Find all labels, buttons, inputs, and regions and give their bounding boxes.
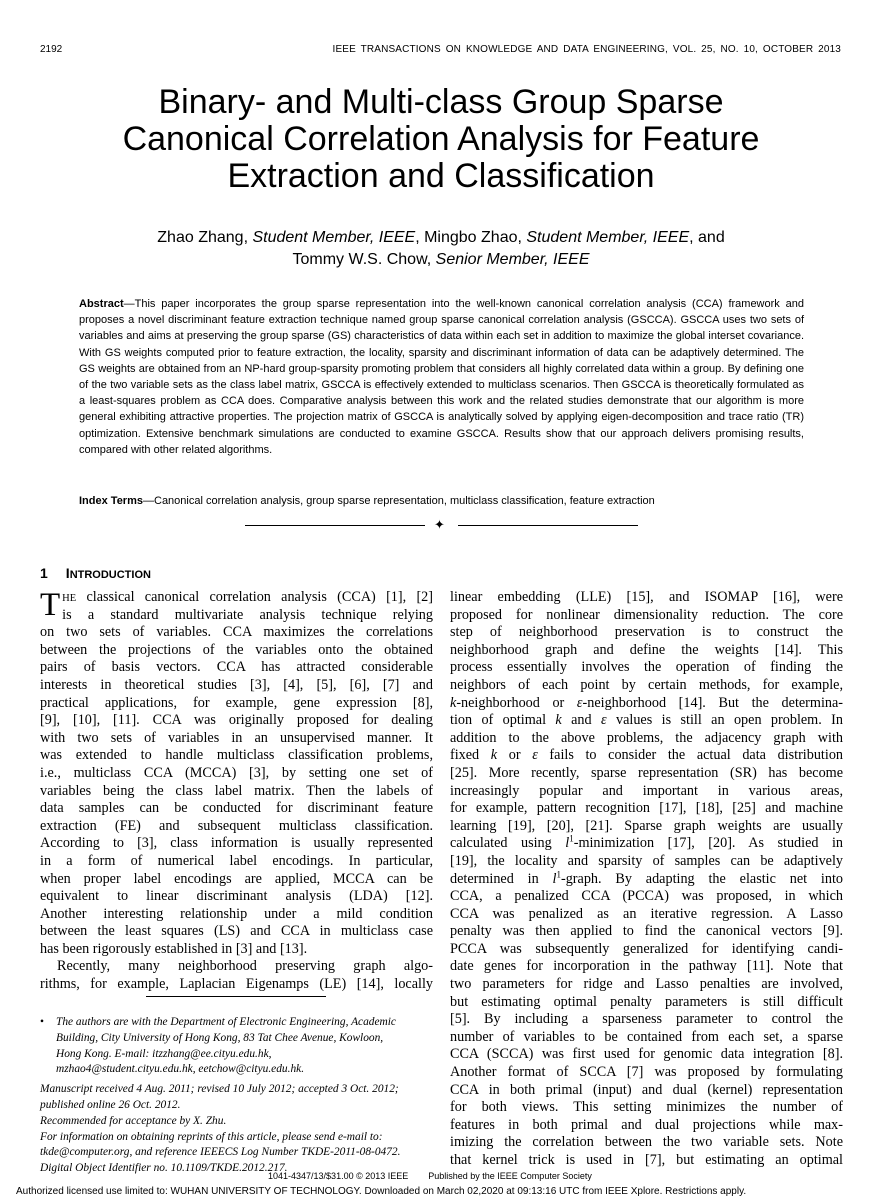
running-head: IEEE TRANSACTIONS ON KNOWLEDGE AND DATA ENGINEERING, VOL. 25, NO. 10, OCTOBER 2013 (332, 44, 841, 55)
math-symbol: k (450, 694, 457, 711)
license-notice: Authorized licensed use limited to: WUHAN UNIVERSITY OF TECHNOLOGY. Downloaded on March 02,2020 at 09:13:16 UTC from IEEE Xplore. Restrictions apply. (16, 1186, 747, 1197)
author-line (60, 249, 822, 271)
text-line: with two sets of variables in an unsupervised manner. It (40, 729, 433, 746)
text-line: [9], [10], [11]. CCA was originally proposed for dealing (40, 712, 433, 729)
text-line: date genes for incorporation in the pathway [11]. Note that (450, 958, 843, 975)
text-line (40, 589, 433, 607)
math-symbol: l (565, 835, 570, 852)
copyright-line (268, 1171, 592, 1181)
separator-diamond-icon: ✦ (434, 517, 445, 532)
text-line: [25]. More recently, sparse representation (SR) has become (450, 764, 843, 781)
text-line (450, 747, 843, 765)
text-line: for both views. This setting minimizes the number of (450, 1099, 843, 1116)
author-role: Student Member, IEEE (526, 229, 690, 246)
footnote-line: The authors are with the Department of Electronic Engineering, Academic (56, 1016, 396, 1028)
text-line (450, 835, 843, 853)
section-heading (40, 565, 151, 581)
text-line: between the least squares (LS) and CCA in multiclass case (40, 923, 433, 940)
separator-rule-left (245, 525, 425, 526)
author-name: Zhao Zhang, (157, 229, 253, 246)
text-line: CCA (SCCA) was first used for genomic data integration [8]. (450, 1046, 843, 1063)
index-terms-label: Index Terms (79, 495, 143, 507)
superscript: 1 (569, 833, 574, 844)
section-number: 1 (40, 565, 48, 581)
text-span: fixed (450, 747, 491, 764)
footnote-line: Hong Kong. E-mail: itzzhang@ee.cityu.edu.hk, (56, 1047, 272, 1060)
publisher-notice: Published by the IEEE Computer Society (428, 1171, 592, 1181)
abstract (79, 296, 804, 458)
text-line: neighbors of each point by certain methods, for example, (450, 676, 843, 693)
bullet-icon: • (40, 1016, 44, 1028)
text-span: or (497, 747, 533, 764)
text-line: proposed for nonlinear dimensionality reduction. The core (450, 606, 843, 623)
footnote-line: published online 26 Oct. 2012. (40, 1098, 181, 1111)
paper-title (60, 84, 822, 195)
text-line: data samples can be conducted for discriminant feature (40, 800, 433, 817)
section-title-rest: NTRODUCTION (69, 569, 151, 581)
text-line: Another interesting relationship under a mild condition (40, 905, 433, 922)
math-symbol: l (552, 870, 557, 887)
text-line (450, 695, 843, 713)
text-line: i.e., multiclass CCA (MCCA) [3], by setting one set of (40, 764, 433, 781)
title-line: Canonical Correlation Analysis for Feature (122, 120, 760, 158)
footnote-line: mzhao4@student.cityu.edu.hk, eetchow@cityu.edu.hk. (56, 1063, 305, 1076)
left-column (40, 589, 433, 994)
text-line: equivalent to linear discriminant analysis (LDA) [12]. (40, 888, 433, 905)
text-span: -neighborhood [14]. But the determina- (582, 694, 843, 711)
title-line: Extraction and Classification (227, 157, 655, 195)
section-title-initial: I (65, 565, 70, 581)
text-line: has been rigorously established in [3] and [13]. (40, 940, 308, 957)
text-line: neighborhood graph and define the weights [14]. This (450, 641, 843, 658)
text-line: step of neighborhood preservation is to construct the (450, 624, 843, 641)
text-line (450, 868, 843, 889)
text-line: rithms, for example, Laplacian Eigenamps (LE) [14], locally (40, 976, 433, 993)
text-line: imizing the correlation between the two variable sets. Note (450, 1134, 843, 1151)
footnote-line: tkde@computer.org, and reference IEEECS Log Number TKDE-2011-08-0472. (40, 1146, 401, 1159)
text-line: variables being the class label matrix. Then the labels of (40, 782, 433, 799)
text-line: increasingly popular and important in various areas, (450, 782, 843, 799)
text-line: between the projections of the variables onto the obtained (40, 641, 433, 658)
text-span: values is still an open problem. In (606, 712, 843, 729)
math-symbol: k (490, 747, 498, 764)
text-line: learning [19], [20], [21]. Sparse graph weights are usually (450, 817, 843, 834)
drop-cap: T (40, 587, 61, 623)
text-line: [5]. By including a sparseness parameter to control the (450, 1011, 843, 1028)
math-symbol: ε (601, 712, 607, 729)
text-line: in a form of numerical label encodings. In particular, (40, 852, 433, 869)
text-span: fails to consider the actual data distribution (537, 747, 844, 764)
text-line: Recently, many neighborhood preserving graph algo- (57, 958, 433, 975)
author-list (60, 227, 822, 271)
text-line: features in both primal and dual projections while max- (450, 1116, 843, 1133)
text-line: number of variables to be contained from each set, a sparse (450, 1028, 843, 1045)
footnote-line: For information on obtaining reprints of this article, please send e-mail to: (40, 1130, 383, 1143)
superscript: 1 (556, 868, 561, 879)
author-role: Student Member, IEEE (252, 229, 416, 246)
text-span: classical canonical correlation analysis (CCA) [1], [2] (76, 589, 433, 605)
text-line: two parameters for ridge and Lasso penalties are involved, (450, 976, 843, 993)
index-terms (79, 494, 804, 509)
text-line: PCCA was subsequently generalized for identifying candi- (450, 940, 843, 957)
text-line: extraction (FE) and subsequent multiclass classification. (40, 817, 433, 834)
text-line: was extended to handle multiclass classification problems, (40, 747, 433, 764)
footnote-line: Building, City University of Hong Kong, 83 Tat Chee Avenue, Kowloon, (56, 1031, 384, 1044)
footnote-line: Digital Object Identifier no. 10.1109/TKDE.2012.217. (40, 1162, 288, 1175)
right-column (450, 589, 843, 1170)
text-line: process essentially involves the operation of finding the (450, 659, 843, 676)
text-line: that kernel trick is used in [7], but estimating an optimal (450, 1152, 843, 1168)
text-span: -graph. By adapting the elastic net into (560, 870, 843, 887)
author-name: Tommy W.S. Chow, (292, 251, 436, 268)
footnote-line: Manuscript received 4 Aug. 2011; revised 10 July 2012; accepted 3 Oct. 2012; (40, 1083, 399, 1096)
text-line: [19], the locality and sparsity of samples can be adaptively (450, 852, 843, 869)
text-line: addition to the above problems, the adjacency graph with (450, 729, 843, 746)
text-line (450, 712, 843, 730)
text-line: on two sets of variables. CCA maximizes the correlations (40, 624, 433, 641)
text-span: calculated using (450, 835, 566, 852)
text-span: -minimization [17], [20]. As studied in (573, 835, 844, 852)
affiliation-footnote (40, 1015, 435, 1078)
index-terms-text: —Canonical correlation analysis, group sparse representation, multiclass classification, feature extraction (143, 495, 655, 507)
footnote-rule (146, 996, 326, 997)
footnote-line: Recommended for acceptance by X. Zhu. (40, 1114, 227, 1127)
text-span: determined in (450, 870, 553, 887)
author-conjunction: , and (689, 229, 725, 246)
author-name: , Mingbo Zhao, (415, 229, 527, 246)
math-symbol: ε (576, 694, 583, 711)
copyright-notice: 1041-4347/13/$31.00 © 2013 IEEE (268, 1171, 409, 1181)
text-line: CCA, a penalized CCA (PCCA) was proposed, in which (450, 888, 843, 905)
text-line: penalty was then applied to find the canonical vectors [9]. (450, 923, 843, 940)
author-role: Senior Member, IEEE (435, 251, 590, 268)
text-line: CCA in both primal (input) and dual (kernel) representation (450, 1081, 843, 1098)
text-line: but estimating optimal penalty parameters is still difficult (450, 993, 843, 1010)
text-span: and (561, 712, 602, 729)
math-symbol: k (555, 712, 562, 729)
small-caps-word: HE (62, 593, 77, 604)
text-line: linear embedding (LLE) [15], and ISOMAP [16], were (450, 589, 843, 605)
text-line: practical applications, for example, gene expression [8], (40, 694, 433, 711)
text-span: -neighborhood or (456, 694, 577, 711)
text-line: According to [3], class information is usually represented (40, 835, 433, 852)
footnotes (40, 1015, 435, 1177)
text-line: Another format of SCCA [7] was proposed by formulating (450, 1064, 843, 1081)
abstract-text: —This paper incorporates the group sparse representation into the well-known canonical correlation analysis (CCA) framework and proposes a novel discriminant feature extraction technique named group sparse canonical correlation analysis (GSCCA). GSCCA uses two sets of variables and aims at preserving the group sparse (GS) characteristics of data within each set in addition to maximize the global interset covariance. With GS weights computed prior to feature extraction, the locality, sparsity and discriminant information of data can be adaptively determined. The GS weights are obtained from an NP-hard group-sparsity promoting problem that considers all highly correlated data within a group. By defining one of the two variable sets as the class label matrix, GSCCA is effectively extended to multiclass scenarios. Then GSCCA is theoretically formulated as a least-squares problem as CCA does. Comparative analysis between this work and the related studies demonstrate that our algorithm is more general exhibiting attractive properties. The projection matrix of GSCCA is analytically solved by applying eigen-decomposition and trace ratio (TR) optimization. Extensive benchmark simulations are conducted to examine GSCCA. Results show that our approach delivers promising results, compared with other related algorithms. (79, 298, 804, 456)
page-number: 2192 (40, 44, 63, 55)
text-line: for example, pattern recognition [17], [18], [25] and machine (450, 800, 843, 817)
math-symbol: ε (532, 747, 538, 764)
title-line: Binary- and Multi-class Group Sparse (158, 83, 724, 121)
text-line: interests in theoretical studies [3], [4], [5], [6], [7] and (40, 676, 433, 693)
author-line (60, 227, 822, 249)
text-line: when proper label encodings are applied, MCCA can be (40, 870, 433, 887)
first-paragraph-opening (40, 589, 433, 624)
text-line: is a standard multivariate analysis technique relying (62, 606, 433, 623)
text-line: pairs of basis vectors. CCA has attracted considerable (40, 659, 433, 676)
abstract-label: Abstract (79, 298, 124, 310)
text-span: tion of optimal (450, 712, 556, 729)
separator-rule-right (458, 525, 638, 526)
text-line: CCA was penalized as an iterative regression. A Lasso (450, 905, 843, 922)
